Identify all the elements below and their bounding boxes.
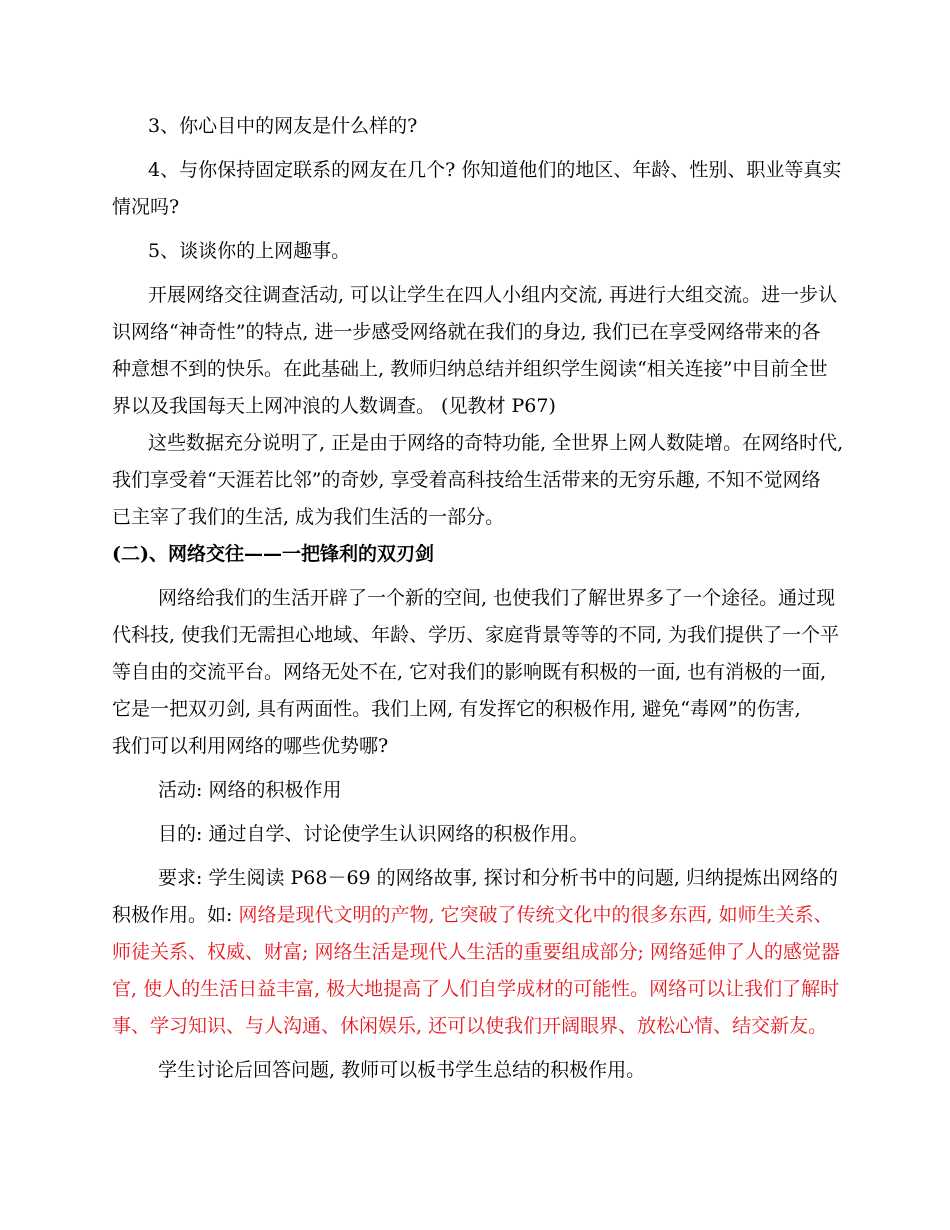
activity-line: 活动: 网络的积极作用 — [158, 779, 342, 801]
question-3: 3、你心目中的网友是什么样的? — [148, 115, 418, 137]
section-heading: (二)、网络交往——一把锋利的双刃剑 — [112, 543, 434, 565]
question-4-line-2: 情况吗? — [112, 196, 180, 218]
highlight-text-start: 网络是现代文明的产物, 它突破了传统文化中的很多东西, 如师生关系、 — [232, 904, 833, 926]
highlight-line-3: 师徒关系、权威、财富; 网络生活是现代人生活的重要组成部分; 网络延伸了人的感觉器 — [112, 941, 840, 963]
sword-paragraph-line-4: 它是一把双刃剑, 具有两面性。我们上网, 有发挥它的积极作用, 避免“毒网”的伤害, — [112, 698, 801, 720]
survey-paragraph-line-4: 界以及我国每天上网冲浪的人数调查。 (见教材 P67) — [112, 395, 556, 417]
data-paragraph-line-3: 已主宰了我们的生活, 成为我们生活的一部分。 — [112, 506, 505, 528]
sword-paragraph-line-1: 网络给我们的生活开辟了一个新的空间, 也使我们了解世界多了一个途径。通过现 — [158, 587, 836, 609]
document-page — [112, 108, 842, 1089]
survey-paragraph-line-1: 开展网络交往调查活动, 可以让学生在四人小组内交流, 再进行大组交流。进一步认 — [148, 284, 838, 306]
requirement-line-2-prefix: 积极作用。如: — [112, 904, 233, 926]
survey-paragraph-line-2: 识网络“神奇性”的特点, 进一步感受网络就在我们的身边, 我们已在享受网络带来的各 — [112, 321, 821, 343]
highlight-line-4: 官, 使人的生活日益丰富, 极大地提高了人们自学成材的可能性。网络可以让我们了解时 — [112, 978, 840, 1000]
requirement-line-1: 要求: 学生阅读 P68－69 的网络故事, 探讨和分析书中的问题, 归纳提炼出网络的 — [158, 867, 838, 889]
sword-paragraph-line-5: 我们可以利用网络的哪些优势哪? — [112, 735, 389, 757]
sword-paragraph-line-3: 等自由的交流平台。网络无处不在, 它对我们的影响既有积极的一面, 也有消极的一面, — [112, 661, 827, 683]
question-4-line-1: 4、与你保持固定联系的网友在几个? 你知道他们的地区、年龄、性别、职业等真实 — [148, 159, 842, 181]
data-paragraph-line-1: 这些数据充分说明了, 正是由于网络的奇特功能, 全世界上网人数陡增。在网络时代, — [148, 432, 844, 454]
requirement-line-2 — [112, 897, 842, 934]
survey-paragraph-line-3: 种意想不到的快乐。在此基础上, 教师归纳总结并组织学生阅读“相关连接”中目前全世 — [112, 358, 828, 380]
sword-paragraph-line-2: 代科技, 使我们无需担心地域、年龄、学历、家庭背景等等的不同, 为我们提供了一个平 — [112, 624, 840, 646]
goal-line: 目的: 通过自学、讨论使学生认识网络的积极作用。 — [158, 823, 589, 845]
question-5: 5、谈谈你的上网趣事。 — [148, 240, 351, 262]
closing-line: 学生讨论后回答问题, 教师可以板书学生总结的积极作用。 — [158, 1059, 646, 1081]
highlight-line-5: 事、学习知识、与人沟通、休闲娱乐, 还可以使我们开阔眼界、放松心情、结交新友。 — [112, 1015, 828, 1037]
data-paragraph-line-2: 我们享受着“天涯若比邻”的奇妙, 享受着高科技给生活带来的无穷乐趣, 不知不觉网络 — [112, 469, 821, 491]
